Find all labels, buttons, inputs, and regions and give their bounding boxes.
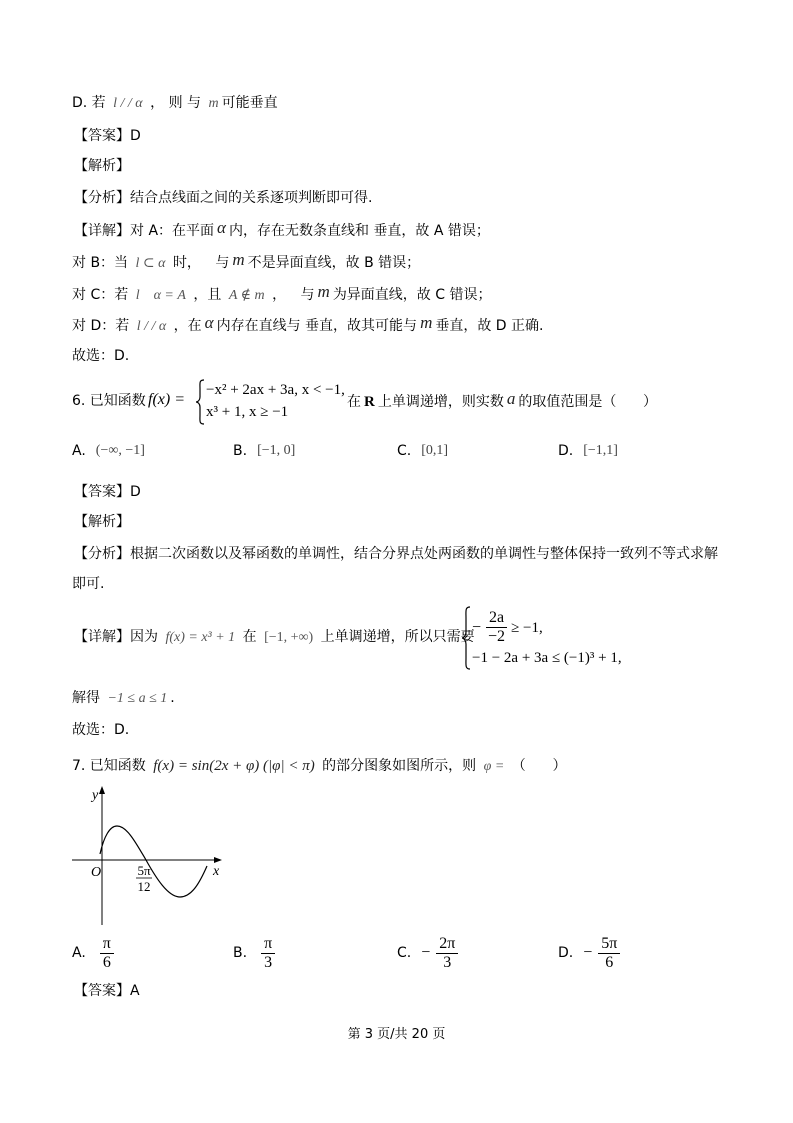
q6-conclusion: 故选：D. <box>72 722 130 738</box>
q6-option-a <box>72 443 145 459</box>
q5-detail-a-text: 【详解】对 A：在平面 <box>74 223 215 239</box>
q6-option-b-value: [−1, 0] <box>257 443 296 458</box>
q6-system-row-2: −1 − 2a + 3a ≤ (−1)³ + 1, <box>472 650 622 666</box>
q5-option-d-math-parallel: l / / α <box>113 96 143 111</box>
q7-sine-graph <box>62 782 232 932</box>
q6-solution-text: 解得 <box>72 690 100 706</box>
q6-option-d-value: [−1,1] <box>583 443 618 458</box>
q7-stem-mid: 的部分图象如图所示，则 <box>322 758 477 774</box>
q7-option-d-sign: − <box>583 944 593 961</box>
q6-piece-2: x³ + 1, x ≥ −1 <box>206 404 289 420</box>
q6-stem-prefix: 6. 已知函数 <box>72 393 146 409</box>
q6-option-a-value: (−∞, −1] <box>95 443 145 458</box>
q7-option-c-fraction <box>436 935 458 972</box>
q7-stem <box>72 756 566 777</box>
q5-option-d-text: ， 则 与 <box>150 95 202 111</box>
q5-detail-d-text: 对 D：若 <box>72 318 130 334</box>
q7-option-c-denominator: 3 <box>443 953 452 971</box>
q6-system-row-1-numerator: 2a <box>486 609 507 628</box>
q6-system-brace <box>461 606 471 670</box>
q7-option-b-label: B. <box>233 945 248 961</box>
q5-analysis: 【分析】结合点线面之间的关系逐项判断即可得. <box>74 190 373 206</box>
q7-graph-tick-numerator: 5π <box>137 863 151 878</box>
q6-option-d-label: D. <box>558 443 574 459</box>
q5-option-d-math-m: m <box>208 96 219 111</box>
q5-option-d <box>72 93 278 114</box>
q5-detail-c-tail: 为异面直线，故 C 错误； <box>332 287 492 303</box>
q6-detail-tail: 上单调递增，所以只需要 <box>320 629 475 645</box>
q6-jiexi-heading: 【解析】 <box>74 514 130 530</box>
q6-option-c-label: C. <box>397 443 412 459</box>
q5-detail-c-math-m: m <box>317 282 330 301</box>
q6-piece-1: −x² + 2ax + 3a, x < −1, <box>206 382 345 398</box>
q5-detail-b-when: 时， <box>172 255 201 271</box>
q5-detail-d-tail: 垂直，故 D 正确. <box>435 318 544 334</box>
page-footer: 第 3 页/共 20 页 <box>347 1027 446 1042</box>
q5-detail-a-math-alpha: α <box>217 218 226 237</box>
q7-option-d-denominator: 6 <box>605 953 614 971</box>
q6-detail-math-function: f(x) = x³ + 1 <box>165 630 236 645</box>
q6-stem-suffix-on: 在 <box>347 394 361 410</box>
q7-option-d-label: D. <box>558 945 574 961</box>
q7-option-b-denominator: 3 <box>264 953 273 971</box>
q6-detail-because: 【详解】因为 <box>74 629 158 645</box>
q6-detail-math-interval: [−1, +∞) <box>264 630 314 645</box>
q6-system-row-1-fraction <box>485 609 508 646</box>
q7-option-d-fraction <box>598 935 620 972</box>
q6-option-c-value: [0,1] <box>421 443 449 458</box>
q6-detail-on: 在 <box>242 629 257 645</box>
q5-detail-d-in: ，在 <box>173 318 202 334</box>
q5-conclusion: 故选：D. <box>72 348 130 364</box>
q6-option-d <box>558 443 618 459</box>
q6-stem-suffix <box>347 391 657 412</box>
q6-detail <box>74 627 475 648</box>
q5-detail-c-and: ，且 <box>193 287 222 303</box>
q7-option-d <box>558 932 620 974</box>
q6-stem-suffix-var-a: a <box>506 389 516 408</box>
q7-graph-x-label: x <box>213 864 220 879</box>
q6-solution-period: . <box>170 690 175 706</box>
q5-detail-c-math-notin: A ∉ m <box>228 288 265 303</box>
q5-detail-c-comma: ， <box>272 287 287 303</box>
q7-option-b <box>233 932 275 974</box>
q6-system-row-1-sign: − <box>472 618 482 636</box>
q7-option-d-numerator: 5π <box>598 935 620 954</box>
q5-detail-d-mid: 内存在直线与 垂直，故其可能与 <box>216 318 418 334</box>
q7-graph-tick-denominator: 12 <box>137 879 151 894</box>
q6-answer: 【答案】D <box>74 484 141 500</box>
q7-option-a-numerator: π <box>100 935 114 954</box>
q7-stem-prefix: 7. 已知函数 <box>72 758 146 774</box>
q6-option-a-label: A. <box>72 443 86 459</box>
q5-detail-a-tail: 内，存在无数条直线和 垂直，故 A 错误； <box>228 223 490 239</box>
q5-detail-b-tail: 不是异面直线，故 B 错误； <box>247 255 421 271</box>
q5-jiexi-heading: 【解析】 <box>74 158 130 174</box>
q7-answer: 【答案】A <box>74 983 140 999</box>
q5-detail-c <box>72 284 492 306</box>
q7-option-c-numerator: 2π <box>436 935 458 954</box>
q6-system-row-1-tail: ≥ −1, <box>511 619 543 636</box>
q5-detail-c-text: 对 C：若 <box>72 287 129 303</box>
q6-system-row-1 <box>472 609 543 646</box>
q7-stem-phi: φ = <box>483 759 505 774</box>
q6-solution-math: −1 ≤ a ≤ 1 <box>107 691 168 706</box>
q7-graph-origin-label: O <box>91 865 102 880</box>
q6-stem-suffix-tail: 的取值范围是（ ） <box>518 394 658 410</box>
q7-stem-function: f(x) = sin(2x + φ) (|φ| < π) <box>153 758 315 774</box>
q7-option-a <box>72 932 114 974</box>
q6-solution <box>72 688 175 709</box>
q6-piecewise-brace <box>195 379 205 425</box>
q6-stem-suffix-reals: R <box>364 394 375 410</box>
q6-system-row-1-denominator: −2 <box>488 628 506 645</box>
q6-option-b <box>233 443 295 459</box>
q7-option-a-label: A. <box>72 945 86 961</box>
q6-function-name: f(x) = <box>148 391 185 408</box>
q5-detail-c-math-intersect: l α = A <box>135 288 186 303</box>
q7-option-c <box>397 932 458 974</box>
q5-detail-b-text: 对 B：当 <box>72 255 129 271</box>
q5-option-d-tail: 可能垂直 <box>221 95 278 111</box>
q7-graph-curve <box>100 826 207 897</box>
q7-option-b-fraction <box>261 935 275 972</box>
q7-option-a-denominator: 6 <box>102 953 111 971</box>
q7-graph-y-arrow <box>99 786 105 794</box>
q5-detail-d <box>72 315 543 337</box>
q6-option-b-label: B. <box>233 443 248 459</box>
q5-detail-b-math-subset: l ⊂ α <box>135 256 166 271</box>
q7-option-c-sign: − <box>421 944 431 961</box>
q5-answer: 【答案】D <box>74 128 141 144</box>
q5-detail-d-math-alpha: α <box>204 313 214 332</box>
q5-detail-b-with: 与 <box>215 255 230 271</box>
q5-detail-b <box>72 252 420 274</box>
q5-detail-c-with: 与 <box>300 287 315 303</box>
q7-stem-blank: （ ） <box>511 758 567 774</box>
q7-option-b-numerator: π <box>261 935 275 954</box>
q6-analysis-line-1: 【分析】根据二次函数以及幂函数的单调性，结合分界点处两函数的单调性与整体保持一致列不等式求解 <box>74 546 718 562</box>
q6-option-c <box>397 443 448 459</box>
q7-option-c-label: C. <box>397 945 412 961</box>
q5-option-d-label: D. 若 <box>72 95 106 111</box>
q6-stem-suffix-mid: 上单调递增，则实数 <box>377 394 504 410</box>
q7-graph-x-arrow <box>214 857 222 863</box>
q5-detail-b-math-m: m <box>232 250 245 269</box>
q7-option-a-fraction <box>100 935 114 972</box>
q5-detail-d-math-parallel: l / / α <box>136 319 167 334</box>
q6-analysis-line-2: 即可. <box>72 576 105 592</box>
q5-detail-d-math-m: m <box>420 313 433 332</box>
q7-graph-y-label: y <box>92 788 99 803</box>
q5-detail-a <box>74 220 490 241</box>
